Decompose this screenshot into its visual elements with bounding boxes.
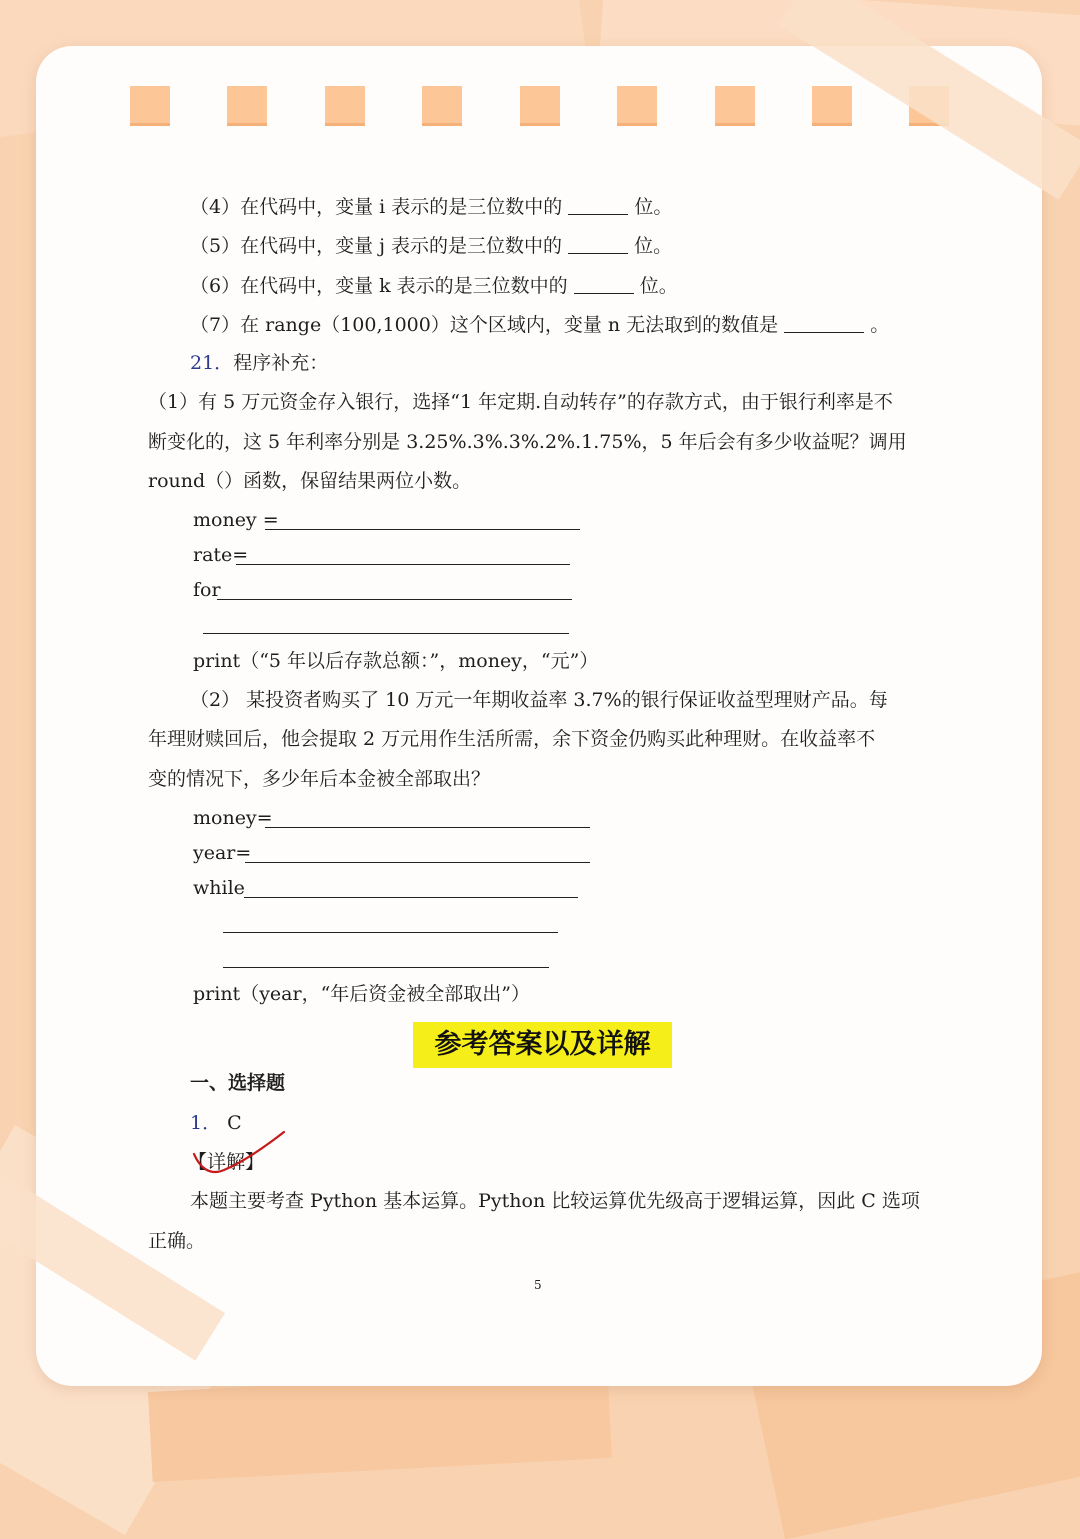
question-21-heading: 21．程序补充： bbox=[190, 352, 329, 374]
paragraph-line: 正确。 bbox=[148, 1230, 206, 1252]
question-part-7: （7）在 range（100,1000）这个区域内，变量 n 无法取到的数值是 。 bbox=[190, 314, 890, 336]
paragraph-line: round（）函数，保留结果两位小数。 bbox=[148, 470, 472, 492]
code-line: rate= bbox=[193, 544, 249, 566]
code-line: while bbox=[193, 877, 245, 899]
paragraph-line: 年理财赎回后，他会提取 2 万元用作生活所需，余下资金仍购买此种理财。在收益率不 bbox=[148, 728, 876, 750]
answer-line bbox=[265, 529, 580, 530]
answer-line bbox=[245, 862, 590, 863]
question-part-5: （5）在代码中，变量 j 表示的是三位数中的 位。 bbox=[190, 235, 673, 257]
fill-blank bbox=[784, 312, 864, 333]
paragraph-line: 本题主要考查 Python 基本运算。Python 比较运算优先级高于逻辑运算，因此 C 选项 bbox=[190, 1190, 920, 1212]
answer-line bbox=[244, 897, 578, 898]
section-heading: 一、选择题 bbox=[190, 1072, 286, 1094]
answer-line bbox=[265, 827, 590, 828]
paragraph-line: 断变化的，这 5 年利率分别是 3.25%.3%.3%.2%.1.75%，5 年后会有多少收益呢？调用 bbox=[148, 431, 907, 453]
answer-line bbox=[236, 564, 570, 565]
code-line: print（“5 年以后存款总额：”，money，“元”） bbox=[193, 650, 599, 672]
paragraph-line: （1）有 5 万元资金存入银行，选择“1 年定期.自动转存”的存款方式，由于银行利率是不 bbox=[148, 391, 893, 413]
page-number: 5 bbox=[534, 1278, 542, 1292]
code-line: money= bbox=[193, 807, 273, 829]
detail-label: 【详解】 bbox=[188, 1151, 265, 1173]
fill-blank bbox=[574, 273, 634, 294]
answer-item: 1． C bbox=[190, 1112, 242, 1134]
answer-line bbox=[203, 633, 569, 634]
answer-line bbox=[223, 967, 549, 968]
fill-blank bbox=[568, 194, 628, 215]
code-line: year= bbox=[193, 842, 252, 864]
question-part-6: （6）在代码中，变量 k 表示的是三位数中的 位。 bbox=[190, 275, 678, 297]
code-line: money = bbox=[193, 509, 279, 531]
fill-blank bbox=[568, 233, 628, 254]
question-part-4: （4）在代码中，变量 i 表示的是三位数中的 位。 bbox=[190, 196, 673, 218]
code-line: for bbox=[193, 579, 221, 601]
code-line: print（year，“年后资金被全部取出”） bbox=[193, 983, 531, 1005]
pen-check-icon bbox=[188, 1128, 288, 1184]
paragraph-line: （2） 某投资者购买了 10 万元一年期收益率 3.7%的银行保证收益型理财产品。每 bbox=[190, 689, 888, 711]
answer-line bbox=[223, 932, 558, 933]
answer-line bbox=[217, 599, 572, 600]
answers-banner: 参考答案以及详解 bbox=[413, 1022, 672, 1068]
paragraph-line: 变的情况下，多少年后本金被全部取出？ bbox=[148, 768, 491, 790]
